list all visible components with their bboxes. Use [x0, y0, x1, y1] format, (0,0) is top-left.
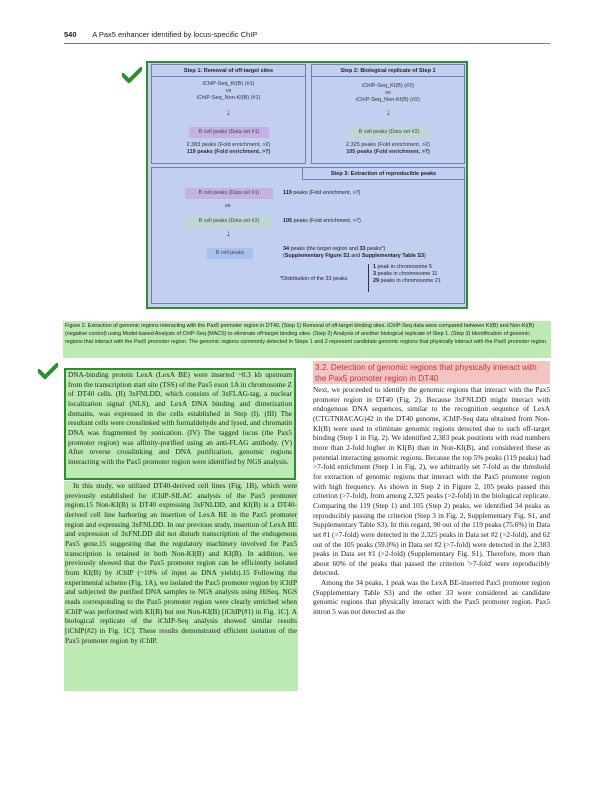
dist-item: 1 peak in chromosome 5: [373, 264, 433, 270]
arrow-down-icon: ↓: [386, 107, 391, 117]
left-column-para2: In this study, we utilized DT40-derived cell lines (Fig. 1B), which were previously established for iChIP-SILAC analysis of the Pax5 promoter region;15 Non-KI(B) is DT40 expressing 3xFNLDD, and KI(B) is a DT40-derived cell line harboring an insertion of LexA BE in the Pax5 promoter region and expressing 3xFNLDD. In our previous study, insertion of LexA BE and expression of 3xFNLDD did not disturb transcription of the endogenous Pax5 gene,15 suggesting that the regulatory machinery involved for Pax5 transcription is retained in both Non-KI(B) and KI(B). In addition, we previously showed that the Pax5 promoter region can be efficiently isolated from KI(B) by iChIP (~10% of input as DNA yields).15 Following the experimental scheme (Fig. 1A), we isolated the Pax5 promoter region by iChIP and subjected the purified DNA samples to NGS analysis using HiSeq. NGS reads corresponding to the Pax5 promoter region were clearly enriched when iChIP was performed with KI(B) but not Non-KI(B) [iChIP(#1) in Fig. 1C]. A biological replicate of the iChIP-Seq analysis showed similar results [iChIP(#2) in Fig. 1C]. These results demonstrated efficient isolation of the Pax5 promoter region by iChIP.: [65, 481, 297, 645]
step3-vs: vs: [225, 203, 231, 209]
left-column-block: [64, 481, 298, 691]
step3-dataset2: B cell peaks (Data set #2): [185, 216, 273, 227]
step3-result-line1: 34 peaks (the target region and 33 peaks*): [283, 246, 386, 252]
arrow-down-icon: ↓: [226, 107, 231, 117]
checkmark-icon: [38, 363, 58, 379]
distribution-list: [368, 264, 459, 292]
figure-2: [146, 61, 468, 309]
step1-stat2: 119 peaks (Fold enrichment, >7): [186, 149, 271, 155]
step2-title: Step 2: Biological replicate of Step 1: [312, 65, 464, 77]
dist-item: 29 peaks in chromosome 21: [373, 278, 441, 284]
figure-caption: Figure 2. Extraction of genomic regions interacting with the Pax5 promoter region in DT40. (Step 1) Removal of off-target binding sites. iChIP-Seq data were compared between KI(B) and Non-KI(B) (negative control) using Model-based Analysis of ChIP-Seq (MACS) to eliminate off-target binding sites. (Step 2) Analysis of another biological replicate of Step 1. (Step 3) Identification of genomic regions that interact with the Pax5 promoter region. The genomic regions commonly detected in Steps 1 and 2 represent candidate genomic regions that physically interact with the Pax5 promoter region.: [63, 321, 551, 358]
step2-dataset: B cell peaks (Data set #2): [349, 127, 429, 138]
right-column-para2: Among the 34 peaks, 1 peak was the LexA BE-inserted Pax5 promoter region (Supplementary Table S3) and the other 33 were considered as candidate genomic regions that physically interact with the Pax5 promoter region. Pax5 intron 5 was not detected as the: [313, 578, 550, 617]
step2-stat1: 2,325 peaks (Fold enrichment, >2): [346, 142, 430, 148]
section-heading: 3.2. Detection of genomic regions that physically interact with the Pax5 promoter region in DT40: [313, 361, 550, 384]
step2-stat2: 105 peaks (Fold enrichment, >7): [346, 149, 430, 155]
running-title: A Pax5 enhancer identified by locus-specific ChIP: [92, 30, 258, 39]
step1-box: [151, 64, 306, 164]
step2-vs: vs: [385, 90, 391, 96]
page-number: 540: [64, 30, 77, 39]
arrow-down-icon: ↓: [226, 228, 231, 238]
step1-dataset: B cell peaks (Data set #1): [189, 127, 269, 138]
step3-dataset2-label: 105 peaks (Fold enrichment, >7): [283, 218, 361, 224]
step2-line2: iChIP-Seq_Non-KI(B) (#2): [356, 97, 420, 103]
step3-dataset1-label: 119 peaks (Fold enrichment, >7): [283, 190, 361, 196]
step1-title: Step 1: Removal of off-target sites: [152, 65, 305, 77]
right-column-para1: Next, we proceeded to identify the genomic regions that interact with the Pax5 promoter region in DT40 (Fig. 2). Because 3xFNLDD might interact with endogenous DNA sequences, similar to the recognition sequence of LexA (CTGTN8ACAG)42 in the DT40 genome, iChIP-Seq data obtained from Non-KI(B) were used to eliminate genomic regions detected due to such off-target binding (Step 1 in Fig. 2). We identified 2,383 peak positions with read numbers more than 2-fold higher in KI(B) than in Non-KI(B), and considered these as potential interacting genomic regions. Because the top 5% peaks (119 peaks) had >7-fold enrichment (Step 1 in Fig. 2), we arbitrarily set 7-fold as the threshold for extraction of genomic regions that interact with the Pax5 promoter region with high frequency. As shown in Step 2 in Figure 2, 105 peaks passed this criterion (>7-fold), from among 2,325 peaks (>2-fold) in the biological replicate. Comparing the 119 (Step 1) and 105 (Step 2) peaks, we identified 34 peaks as reproducibly passing the criterion (Step 3 in Fig. 2, Supplementary Fig. S1, and Supplementary Table S3). In this regard, 90 out of the 119 peaks (75.6%) in Data set #1 (>7-fold) were detected in the 2,325 peaks in Data set #2 (>2-fold), and 62 out of the 105 peaks (59.0%) in Data set #2 (>7-fold) were detected in the 2,383 peaks in Data set #1 (>2-fold) (Supplementary Fig. S1). Therefore, more than about 60% of the peaks that passed the criterion '>7-fold' were reproducibly detected.: [313, 385, 550, 578]
step3-result: B cell peaks: [207, 248, 253, 259]
running-header: [64, 30, 257, 39]
right-column: [313, 385, 550, 691]
step2-line1: iChIP-Seq_KI(B) (#2): [362, 83, 414, 89]
step3-dataset1: B cell peaks (Data set #1): [185, 188, 273, 199]
step1-stat1: 2,383 peaks (Fold enrichment, >2): [186, 142, 271, 148]
left-column-para1: DNA-binding protein LexA (LexA BE) were inserted ~0.3 kb upstream from the transcription start site (TSS) of the Pax5 exon 1A in chromosome Z of DT40 cells. (II) 3xFNLDD, which consists of 3xFLAG-tag, a nuclear localization signal (NLS), and LexA DNA binding and dimerization domains, was expressed in the cells established in Step (I). (III) The resultant cells were crosslinked with formaldehyde and lysed, and chromatin DNA was fragmented by sonication. (IV) The tagged locus (the Pax5 promoter region) was affinity-purified using an anti-FLAG antibody. (V) After reverse crosslinking and DNA purification, genomic regions interacting with the Pax5 promoter region were identified by NGS analysis.: [64, 368, 296, 480]
step3-box: [151, 167, 465, 304]
step1-vs: vs: [225, 88, 232, 94]
checkmark-icon: [122, 67, 142, 83]
step1-line1: iChIP-Seq_KI(B) (#1): [202, 81, 255, 87]
step1-line2: iChIP-Seq_Non-KI(B) (#1): [196, 95, 261, 101]
step2-box: [311, 64, 465, 164]
step3-result-line2: (Supplementary Figure S1 and Supplementary Table S3): [283, 253, 426, 259]
step3-dist-label: *Distribution of the 33 peaks: [280, 276, 348, 282]
dist-item: 3 peaks in chromosome 11: [373, 271, 438, 277]
header-rule: [64, 43, 550, 44]
step3-title: Step 3: Extraction of reproducible peaks: [302, 168, 464, 180]
